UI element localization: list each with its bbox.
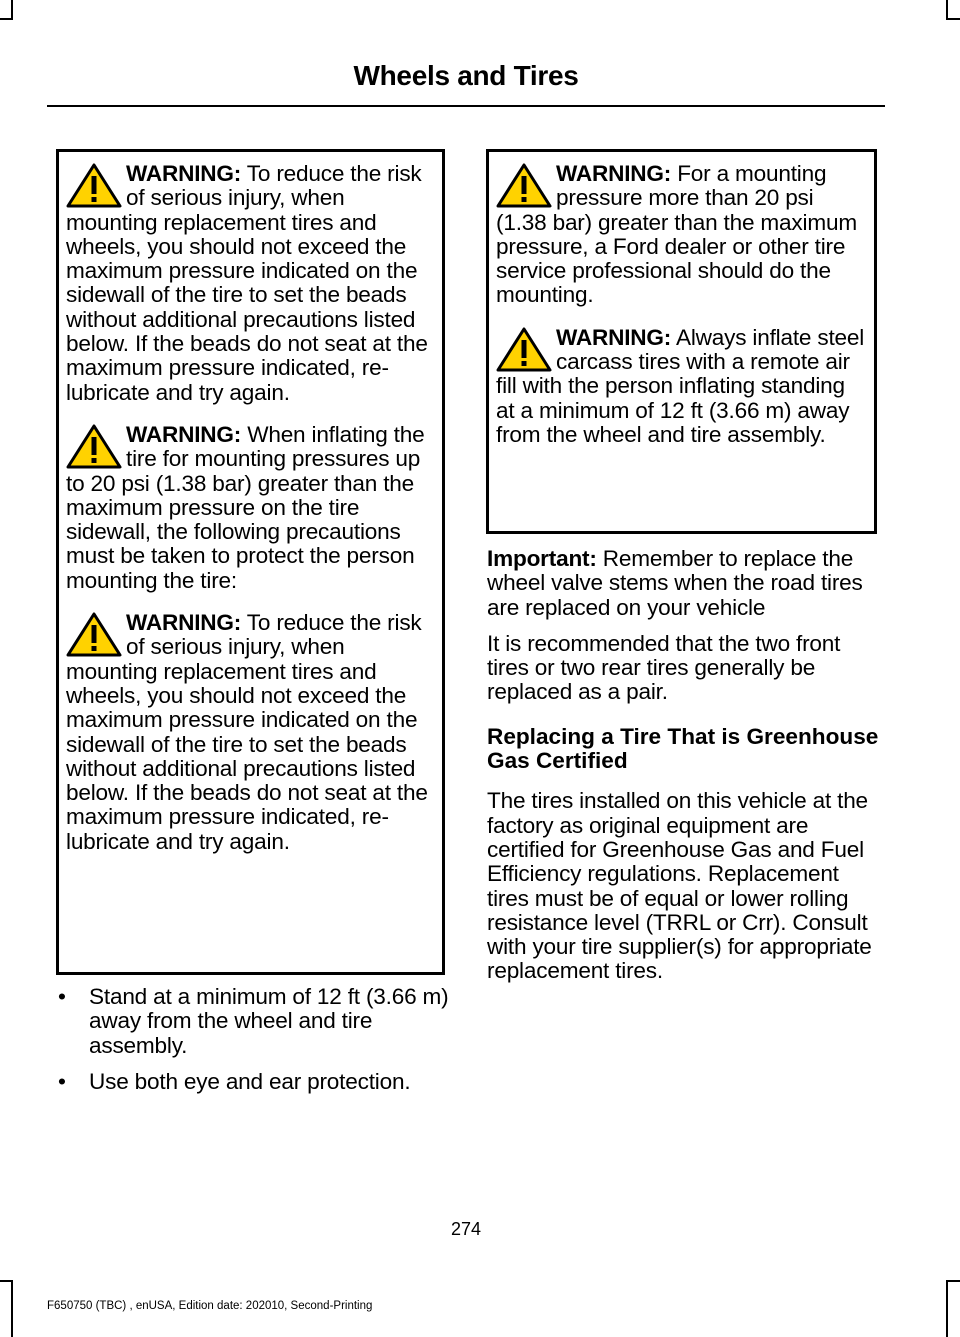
bullet-list [58,985,450,1106]
crop-mark [946,18,960,20]
footer-edition: F650750 (TBC) , enUSA, Edition date: 202010, Second-Printing [47,1300,373,1312]
bullet-symbol: • [58,1068,66,1094]
bullet-text: Use both eye and ear protection. [89,1068,411,1094]
crop-mark [11,0,13,20]
page-number: 274 [450,1219,482,1239]
crop-mark [0,18,13,20]
warning-text: Always inflate steel carcass tires with a remote air fill with the person inflating standing at a minimum of 12 ft (3.66 m) away from the wheel and tire assembly. [496,324,865,447]
warning-item [496,162,867,308]
important-text: Remember to replace the wheel valve stems when the road tires are replaced on your vehicle [487,546,863,620]
warning-text: For a mounting pressure more than 20 psi (1.38 bar) greater than the maximum pressure, a Ford dealer or other tire service professional should do the mounting. [496,161,857,308]
warning-triangle-icon [66,611,122,657]
warning-label: WARNING: [556,161,672,186]
bullet-symbol: • [58,984,66,1009]
paragraph-pair: It is recommended that the two front tires or two rear tires generally be replaced as a pair. [487,630,841,705]
crop-mark [11,1280,13,1337]
page-title: Wheels and Tires [353,60,579,91]
warning-triangle-icon [496,162,552,208]
warning-box-left [56,149,445,975]
crop-mark [946,0,948,20]
warning-triangle-icon [496,326,552,372]
warning-item [66,162,435,405]
right-column-text [487,547,879,996]
warning-box-right [486,149,877,534]
warning-text: When inflating the tire for mounting pressures up to 20 psi (1.38 bar) greater than the maximum pressure on the tire sidewall, the following precautions must be taken to protect the person mounting the tire: [66,421,425,593]
paragraph-ghg: The tires installed on this vehicle at the factory as original equipment are certified for Greenhouse Gas and Fuel Efficiency regulations. Replacement tires must be of equal or lower rolling resistance level (TRRL or Crr). Consult with your tire supplier(s) for appropriate replacement tires. [487,788,872,984]
list-item [58,985,450,1058]
important-label: Important: [487,546,597,571]
list-item [58,1070,450,1094]
header-divider [47,105,885,107]
warning-text: To reduce the risk of serious injury, when mounting replacement tires and wheels, you should not exceed the maximum pressure indicated on the sidewall of the tire to set the beads without additional precautions listed below. If the beads do not seat at the maximum pressure indicated, re-lubricate and try again. [66,610,428,854]
crop-mark [0,1280,13,1282]
warning-item [66,423,435,593]
warning-label: WARNING: [126,610,242,636]
warning-item [496,326,867,447]
bullet-text: Stand at a minimum of 12 ft (3.66 m) away from the wheel and tire assembly. [89,984,449,1058]
crop-mark [946,1280,948,1337]
warning-label: WARNING: [126,161,242,186]
warning-label: WARNING: [126,421,242,447]
warning-triangle-icon [66,423,122,469]
crop-mark [946,1280,960,1282]
warning-item [66,611,435,854]
section-heading: Replacing a Tire That is Greenhouse Gas Certified [487,723,879,774]
warning-triangle-icon [66,162,122,208]
warning-label: WARNING: [556,324,672,350]
warning-text: To reduce the risk of serious injury, when mounting replacement tires and wheels, you should not exceed the maximum pressure indicated on the sidewall of the tire to set the beads without additional precautions listed below. If the beads do not seat at the maximum pressure indicated, re-lubricate and try again. [66,161,428,405]
important-note [487,547,879,620]
